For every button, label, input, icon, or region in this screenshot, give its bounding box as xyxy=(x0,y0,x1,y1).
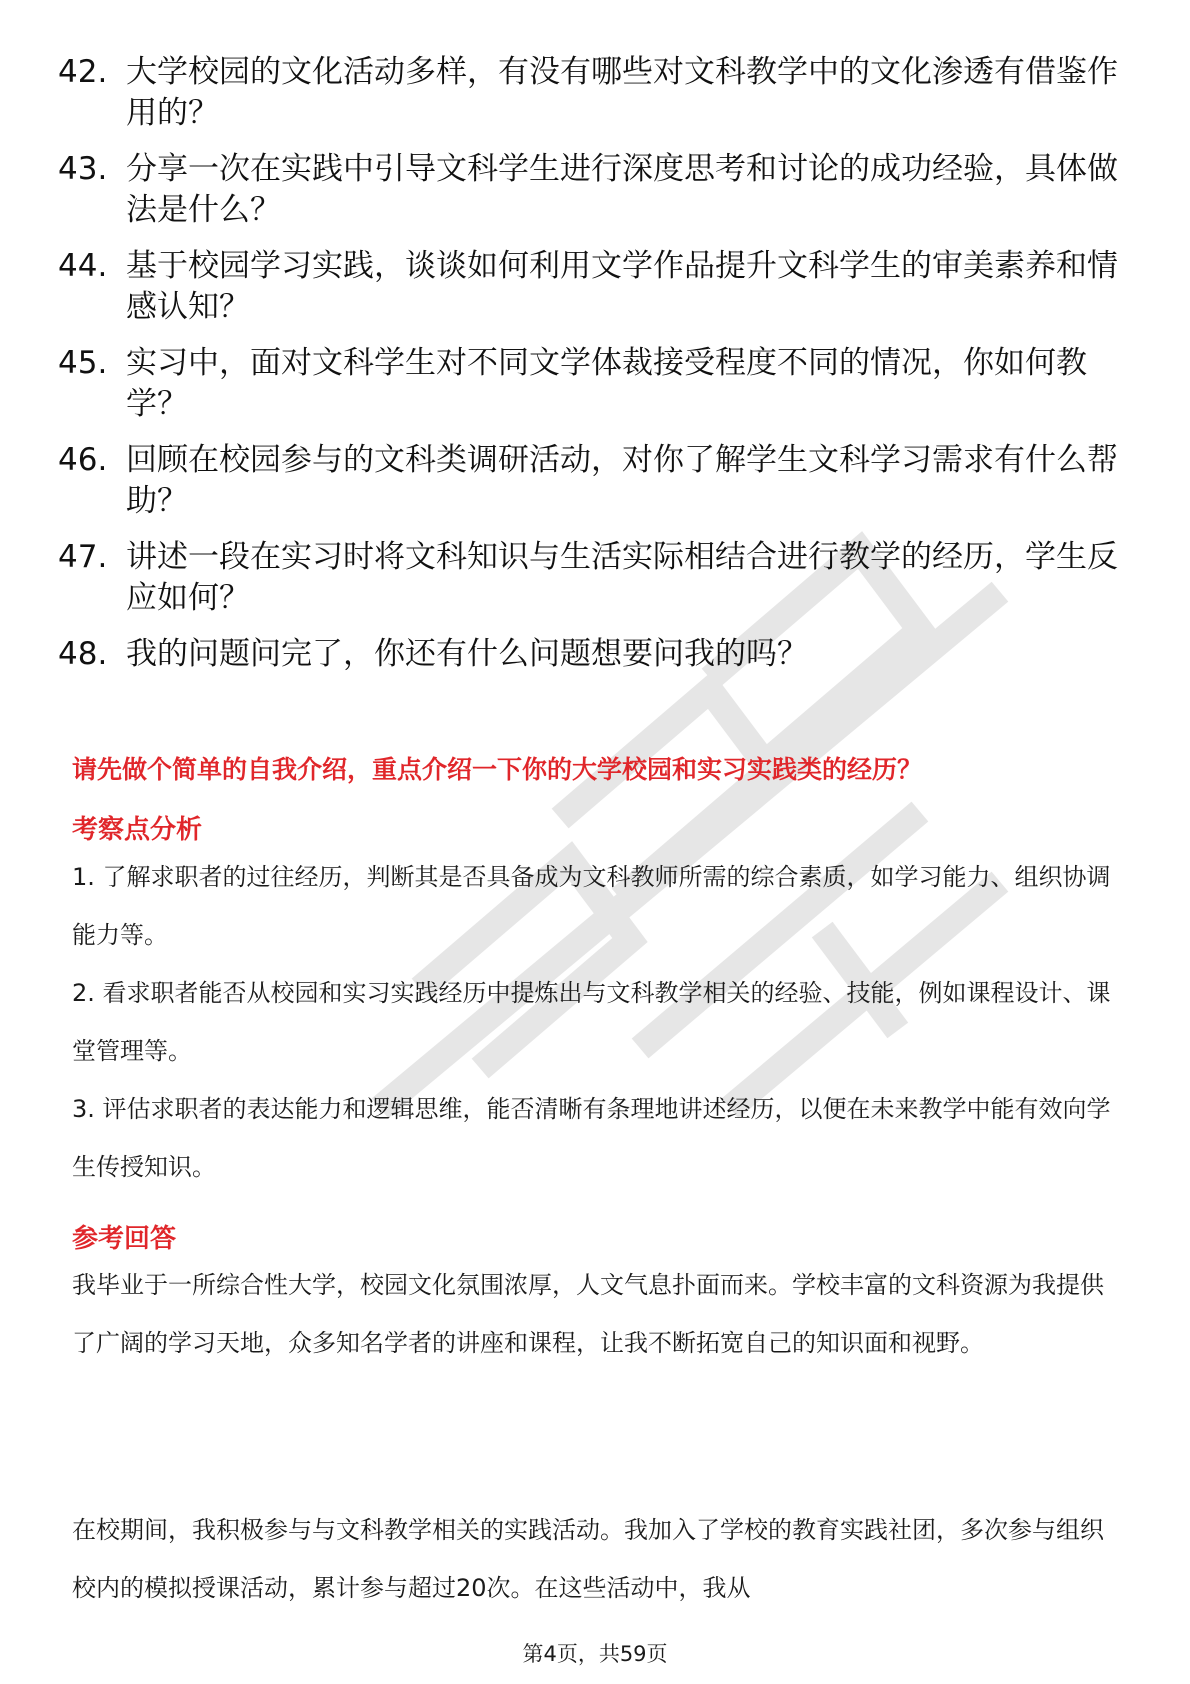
question-number: 48. xyxy=(58,636,108,672)
question-list xyxy=(58,52,1138,690)
analysis-title: 考察点分析 xyxy=(72,815,203,845)
question-text: 大学校园的文化活动多样，有没有哪些对文科教学中的文化渗透有借鉴作用的？ xyxy=(126,54,1118,131)
question-number: 46. xyxy=(58,442,108,478)
question-text: 讲述一段在实习时将文科知识与生活实际相结合进行教学的经历，学生反应如何？ xyxy=(126,539,1118,616)
analysis-point: 3. 评估求职者的表达能力和逻辑思维，能否清晰有条理地讲述经历，以便在未来教学中能有效向学生传授知识。 xyxy=(72,1095,1111,1181)
analysis-point: 1. 了解求职者的过往经历，判断其是否具备成为文科教师所需的综合素质，如学习能力、组织协调能力等。 xyxy=(72,863,1111,949)
answer-paragraph: 在校期间，我积极参与与文科教学相关的实践活动。我加入了学校的教育实践社团，多次参与组织校内的模拟授课活动，累计参与超过20次。在这些活动中，我从 xyxy=(72,1516,1104,1602)
question-text: 我的问题问完了，你还有什么问题想要问我的吗？ xyxy=(126,636,808,672)
answer-title: 参考回答 xyxy=(72,1224,177,1254)
question-number: 43. xyxy=(58,151,108,187)
list-item xyxy=(58,343,1138,425)
question-text: 回顾在校园参与的文科类调研活动，对你了解学生文科学习需求有什么帮助？ xyxy=(126,442,1118,519)
list-item xyxy=(58,537,1138,619)
list-item xyxy=(58,634,1138,675)
question-text: 实习中，面对文科学生对不同文学体裁接受程度不同的情况，你如何教学？ xyxy=(126,345,1087,422)
featured-question: 请先做个简单的自我介绍，重点介绍一下你的大学校园和实习实践类的经历？ xyxy=(72,755,923,784)
list-item xyxy=(58,246,1138,328)
question-text: 分享一次在实践中引导文科学生进行深度思考和讨论的成功经验，具体做法是什么？ xyxy=(126,151,1118,228)
list-item xyxy=(58,440,1138,522)
question-number: 47. xyxy=(58,539,108,575)
question-number: 42. xyxy=(58,54,108,90)
answer-paragraph: 我毕业于一所综合性大学，校园文化氛围浓厚，人文气息扑面而来。学校丰富的文科资源为我提供了广阔的学习天地，众多知名学者的讲座和课程，让我不断拓宽自己的知识面和视野。 xyxy=(72,1271,1104,1357)
question-number: 45. xyxy=(58,345,108,381)
question-text: 基于校园学习实践，谈谈如何利用文学作品提升文科学生的审美素养和情感认知？ xyxy=(126,248,1118,325)
page-footer: 第4页，共59页 xyxy=(522,1642,668,1666)
question-number: 44. xyxy=(58,248,108,284)
list-item xyxy=(58,52,1138,134)
list-item xyxy=(58,149,1138,231)
analysis-point: 2. 看求职者能否从校园和实习实践经历中提炼出与文科教学相关的经验、技能，例如课程设计、课堂管理等。 xyxy=(72,979,1111,1065)
